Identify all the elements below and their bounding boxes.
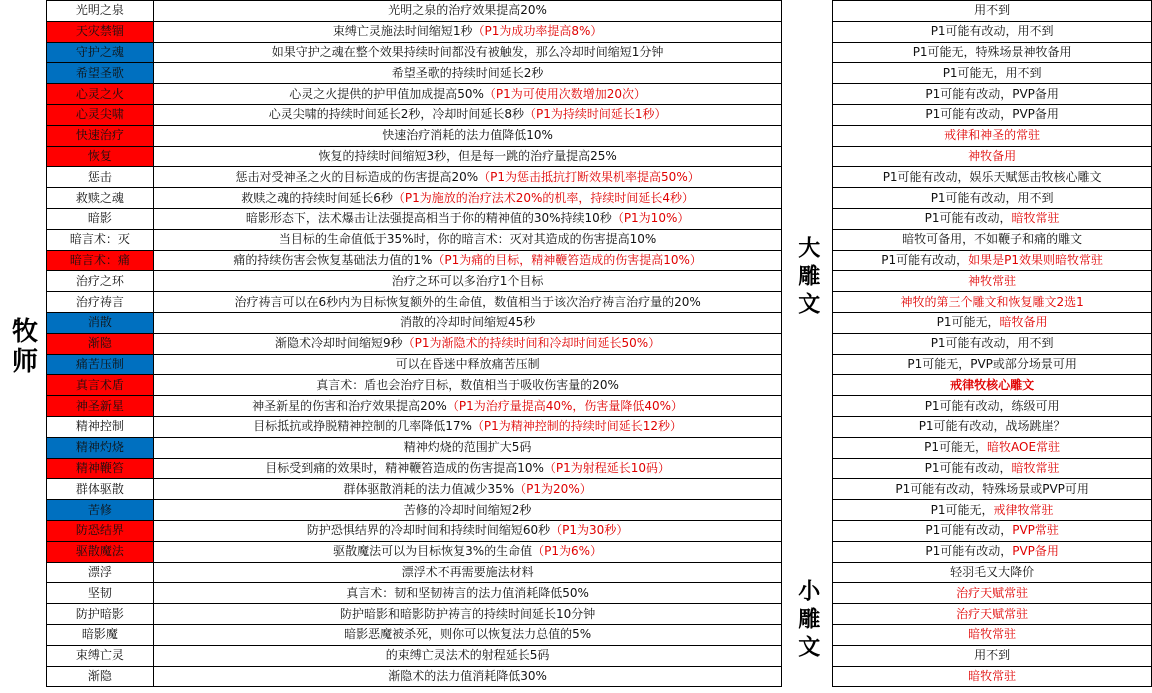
p1-note: （P1为施放的治疗法术20%的机率，持续时间延长4秒） bbox=[392, 190, 695, 205]
glyph-name: 暗影 bbox=[47, 208, 154, 229]
usage-note bbox=[833, 520, 1152, 541]
note-text: P1可能有改动，用不到 bbox=[930, 24, 1054, 39]
glyph-description bbox=[153, 396, 782, 417]
note-text: P1可能有改动， bbox=[881, 252, 969, 267]
glyph-name: 神圣新星 bbox=[47, 396, 154, 417]
glyph-name: 苦修 bbox=[47, 500, 154, 521]
note-text: 暗牧可备用，不如鞭子和痛的雕文 bbox=[902, 232, 1083, 247]
description-text: 痛的持续伤害会恢复基础法力值的1% bbox=[233, 252, 433, 267]
note-highlight: PVP常驻 bbox=[1012, 523, 1059, 538]
class-column bbox=[0, 0, 46, 693]
note-text: P1可能有改动，PVP备用 bbox=[925, 107, 1059, 122]
p1-note: （P1为射程延长10码） bbox=[543, 460, 671, 475]
glyph-description bbox=[153, 125, 782, 146]
glyph-description bbox=[153, 208, 782, 229]
table-row bbox=[47, 188, 1152, 209]
glyph-name: 渐隐 bbox=[47, 333, 154, 354]
p1-note: （P1为30秒） bbox=[550, 523, 629, 538]
usage-note bbox=[833, 416, 1152, 437]
usage-note bbox=[833, 645, 1152, 666]
note-highlight: 神牧的第三个雕文和恢复雕文2选1 bbox=[900, 294, 1084, 309]
glyph-name: 救赎之魂 bbox=[47, 188, 154, 209]
usage-note bbox=[833, 666, 1152, 687]
note-text: P1可能有改动， bbox=[924, 460, 1012, 475]
table-row bbox=[47, 479, 1152, 500]
description-text: 消散的冷却时间缩短45秒 bbox=[399, 315, 536, 330]
usage-note bbox=[833, 333, 1152, 354]
description-text: 心灵尖啸的持续时间延长2秒，冷却时间延长8秒 bbox=[268, 107, 524, 122]
usage-note bbox=[833, 84, 1152, 105]
table-row bbox=[47, 666, 1152, 687]
usage-note bbox=[833, 624, 1152, 645]
glyph-description bbox=[153, 21, 782, 42]
usage-note bbox=[833, 63, 1152, 84]
description-text: 真言术：盾也会治疗目标，数值相当于吸收伤害量的20% bbox=[316, 377, 619, 392]
note-highlight: 戒律和神圣的常驻 bbox=[944, 128, 1041, 143]
usage-note bbox=[833, 458, 1152, 479]
description-text: 群体驱散消耗的法力值减少35% bbox=[343, 481, 515, 496]
description-text: 神圣新星的伤害和治疗效果提高20% bbox=[252, 398, 447, 413]
category-major bbox=[782, 1, 833, 563]
glyph-description bbox=[153, 520, 782, 541]
p1-note: （P1为可使用次数增加20次） bbox=[483, 86, 647, 101]
table-row bbox=[47, 292, 1152, 313]
category-label: 小雕文 bbox=[794, 579, 820, 664]
table-row bbox=[47, 250, 1152, 271]
description-text: 渐隐术的法力值消耗降低30% bbox=[388, 668, 547, 683]
description-text: 惩击对受神圣之火的目标造成的伤害提高20% bbox=[235, 169, 479, 184]
table-row bbox=[47, 645, 1152, 666]
glyph-table bbox=[46, 0, 1152, 687]
note-text: P1可能有改动，用不到 bbox=[930, 190, 1054, 205]
description-text: 可以在昏迷中释放痛苦压制 bbox=[395, 356, 540, 371]
glyph-name: 治疗祷言 bbox=[47, 292, 154, 313]
note-highlight: 戒律牧常驻 bbox=[993, 502, 1054, 517]
glyph-name: 痛苦压制 bbox=[47, 354, 154, 375]
glyph-name: 光明之泉 bbox=[47, 1, 154, 22]
usage-note bbox=[833, 583, 1152, 604]
glyph-name: 防恐结界 bbox=[47, 520, 154, 541]
table-row bbox=[47, 604, 1152, 625]
description-text: 救赎之魂的持续时间延长6秒 bbox=[241, 190, 393, 205]
description-text: 当目标的生命值低于35%时，你的暗言术：灭对其造成的伤害提高10% bbox=[278, 232, 657, 247]
description-text: 目标抵抗或挣脱精神控制的几率降低17% bbox=[253, 419, 472, 434]
usage-note bbox=[833, 271, 1152, 292]
glyph-description bbox=[153, 624, 782, 645]
table-row bbox=[47, 624, 1152, 645]
glyph-description bbox=[153, 604, 782, 625]
description-text: 精神灼烧的范围扩大5码 bbox=[403, 440, 532, 455]
usage-note bbox=[833, 562, 1152, 583]
note-highlight: 如果是P1效果则暗牧常驻 bbox=[968, 252, 1103, 267]
glyph-description bbox=[153, 84, 782, 105]
usage-note bbox=[833, 312, 1152, 333]
glyph-description bbox=[153, 583, 782, 604]
glyph-description bbox=[153, 167, 782, 188]
description-text: 希望圣歌的持续时间延长2秒 bbox=[391, 65, 544, 80]
usage-note bbox=[833, 167, 1152, 188]
glyph-description bbox=[153, 541, 782, 562]
note-highlight: 神牧备用 bbox=[968, 148, 1017, 163]
table-row bbox=[47, 520, 1152, 541]
usage-note bbox=[833, 208, 1152, 229]
description-text: 暗影恶魔被杀死，则你可以恢复法力总值的5% bbox=[344, 627, 592, 642]
note-highlight: 暗牧常驻 bbox=[1011, 460, 1060, 475]
description-text: 束缚亡灵施法时间缩短1秒 bbox=[332, 24, 473, 39]
description-text: 目标受到痛的效果时，精神鞭笞造成的伤害提高10% bbox=[265, 460, 544, 475]
table-row bbox=[47, 396, 1152, 417]
description-text: 苦修的冷却时间缩短2秒 bbox=[403, 502, 532, 517]
glyph-name: 漂浮 bbox=[47, 562, 154, 583]
glyph-name: 暗影魔 bbox=[47, 624, 154, 645]
usage-note bbox=[833, 125, 1152, 146]
p1-note: （P1为痛的目标，精神鞭笞造成的伤害提高10%） bbox=[432, 252, 702, 267]
description-text: 渐隐术冷却时间缩短9秒 bbox=[275, 336, 403, 351]
table-row bbox=[47, 354, 1152, 375]
note-text: P1可能有改动，PVP备用 bbox=[925, 86, 1059, 101]
table-row bbox=[47, 21, 1152, 42]
glyph-description bbox=[153, 458, 782, 479]
description-text: 如果守护之魂在整个效果持续时间都没有被触发，那么冷却时间缩短1分钟 bbox=[271, 44, 664, 59]
table-row bbox=[47, 562, 1152, 583]
note-text: P1可能无，PVP或部分场景可用 bbox=[907, 356, 1077, 371]
table-row bbox=[47, 437, 1152, 458]
glyph-name: 希望圣歌 bbox=[47, 63, 154, 84]
glyph-name: 天灾禁锢 bbox=[47, 21, 154, 42]
glyph-description bbox=[153, 500, 782, 521]
p1-note: （P1为治疗量提高40%，伤害量降低40%） bbox=[446, 398, 684, 413]
table-row bbox=[47, 583, 1152, 604]
category-minor bbox=[782, 562, 833, 687]
glyph-name: 恢复 bbox=[47, 146, 154, 167]
usage-note bbox=[833, 250, 1152, 271]
note-text: P1可能有改动， bbox=[925, 523, 1013, 538]
note-highlight: 暗牧备用 bbox=[999, 315, 1048, 330]
usage-note bbox=[833, 146, 1152, 167]
description-text: 防护暗影和暗影防护祷言的持续时间延长10分钟 bbox=[339, 606, 596, 621]
table-row bbox=[47, 500, 1152, 521]
description-text: 光明之泉的治疗效果提高20% bbox=[388, 3, 547, 18]
p1-note: （P1为精神控制的持续时间延长12秒） bbox=[471, 419, 683, 434]
note-text: P1可能无， bbox=[924, 440, 988, 455]
description-text: 防护恐惧结界的冷却时间和持续时间缩短60秒 bbox=[306, 523, 551, 538]
note-text: P1可能有改动， bbox=[924, 211, 1012, 226]
glyph-description bbox=[153, 250, 782, 271]
usage-note bbox=[833, 500, 1152, 521]
glyph-name: 精神灼烧 bbox=[47, 437, 154, 458]
table-row bbox=[47, 125, 1152, 146]
table-row bbox=[47, 333, 1152, 354]
glyph-description bbox=[153, 479, 782, 500]
usage-note bbox=[833, 375, 1152, 396]
note-highlight: 戒律牧核心雕文 bbox=[950, 377, 1035, 392]
usage-note bbox=[833, 354, 1152, 375]
glyph-name: 防护暗影 bbox=[47, 604, 154, 625]
p1-note: （P1为10%） bbox=[611, 211, 690, 226]
table-row bbox=[47, 458, 1152, 479]
table-row bbox=[47, 208, 1152, 229]
note-text: 轻羽毛又大降价 bbox=[950, 564, 1035, 579]
note-highlight: 治疗天赋常驻 bbox=[956, 606, 1029, 621]
glyph-description bbox=[153, 416, 782, 437]
glyph-name: 精神控制 bbox=[47, 416, 154, 437]
table-row bbox=[47, 84, 1152, 105]
note-highlight: 暗牧常驻 bbox=[1011, 211, 1060, 226]
table-row bbox=[47, 271, 1152, 292]
note-text: P1可能无， bbox=[930, 502, 994, 517]
table-row bbox=[47, 146, 1152, 167]
glyph-name: 群体驱散 bbox=[47, 479, 154, 500]
note-text: 用不到 bbox=[974, 648, 1011, 663]
table-row bbox=[47, 229, 1152, 250]
usage-note bbox=[833, 21, 1152, 42]
glyph-name: 守护之魂 bbox=[47, 42, 154, 63]
table-row bbox=[47, 375, 1152, 396]
glyph-name: 坚韧 bbox=[47, 583, 154, 604]
description-text: 心灵之火提供的护甲值加成提高50% bbox=[289, 86, 484, 101]
class-label: 牧师 bbox=[7, 316, 38, 377]
glyph-name: 束缚亡灵 bbox=[47, 645, 154, 666]
note-text: P1可能有改动， bbox=[925, 544, 1013, 559]
note-highlight: 暗牧常驻 bbox=[968, 668, 1017, 683]
glyph-description bbox=[153, 354, 782, 375]
table-row bbox=[47, 167, 1152, 188]
glyph-name: 心灵之火 bbox=[47, 84, 154, 105]
table-row bbox=[47, 541, 1152, 562]
glyph-description bbox=[153, 42, 782, 63]
glyph-name: 精神鞭笞 bbox=[47, 458, 154, 479]
table-row bbox=[47, 1, 1152, 22]
usage-note bbox=[833, 229, 1152, 250]
usage-note bbox=[833, 1, 1152, 22]
glyph-description bbox=[153, 437, 782, 458]
glyph-name: 心灵尖啸 bbox=[47, 104, 154, 125]
glyph-description bbox=[153, 312, 782, 333]
usage-note bbox=[833, 604, 1152, 625]
usage-note bbox=[833, 104, 1152, 125]
table-row bbox=[47, 416, 1152, 437]
glyph-description bbox=[153, 333, 782, 354]
glyph-description bbox=[153, 666, 782, 687]
p1-note: （P1为渐隐术的持续时间和冷却时间延长50%） bbox=[402, 336, 661, 351]
usage-note bbox=[833, 479, 1152, 500]
usage-note bbox=[833, 437, 1152, 458]
table-row bbox=[47, 63, 1152, 84]
description-text: 治疗之环可以多治疗1个目标 bbox=[391, 273, 544, 288]
usage-note bbox=[833, 188, 1152, 209]
glyph-name: 暗言术：痛 bbox=[47, 250, 154, 271]
note-text: P1可能有改动，战场跳崖？ bbox=[918, 419, 1066, 434]
note-highlight: 暗牧AOE常驻 bbox=[987, 440, 1061, 455]
p1-note: （P1为成功率提高8%） bbox=[472, 24, 603, 39]
glyph-name: 消散 bbox=[47, 312, 154, 333]
p1-note: （P1为6%） bbox=[532, 544, 603, 559]
description-text: 恢复的持续时间缩短3秒，但是每一跳的治疗量提高25% bbox=[318, 148, 617, 163]
glyph-description bbox=[153, 63, 782, 84]
note-text: P1可能无，用不到 bbox=[942, 65, 1042, 80]
description-text: 驱散魔法可以为目标恢复3%的生命值 bbox=[333, 544, 533, 559]
glyph-name: 驱散魔法 bbox=[47, 541, 154, 562]
note-highlight: 神牧常驻 bbox=[968, 273, 1017, 288]
glyph-name: 治疗之环 bbox=[47, 271, 154, 292]
glyph-description bbox=[153, 375, 782, 396]
category-label: 大雕文 bbox=[794, 236, 820, 321]
table-row bbox=[47, 104, 1152, 125]
glyph-description bbox=[153, 229, 782, 250]
glyph-name: 渐隐 bbox=[47, 666, 154, 687]
glyph-description bbox=[153, 188, 782, 209]
description-text: 暗影形态下，法术爆击让法强提高相当于你的精神值的30%持续10秒 bbox=[245, 211, 612, 226]
description-text: 真言术：韧和坚韧祷言的法力值消耗降低50% bbox=[346, 585, 589, 600]
note-text: P1可能有改动，用不到 bbox=[930, 336, 1054, 351]
glyph-name: 暗言术：灭 bbox=[47, 229, 154, 250]
glyph-description bbox=[153, 562, 782, 583]
usage-note bbox=[833, 541, 1152, 562]
glyph-name: 真言术盾 bbox=[47, 375, 154, 396]
note-text: 用不到 bbox=[974, 3, 1011, 18]
p1-note: （P1为惩击抵抗打断效果机率提高50%） bbox=[478, 169, 700, 184]
description-text: 治疗祷言可以在6秒内为目标恢复额外的生命值，数值相当于该次治疗祷言治疗量的20% bbox=[234, 294, 701, 309]
glyph-name: 快速治疗 bbox=[47, 125, 154, 146]
glyph-description bbox=[153, 1, 782, 22]
note-text: P1可能有改动，特殊场景或PVP可用 bbox=[895, 481, 1089, 496]
description-text: 的束缚亡灵法术的射程延长5码 bbox=[385, 648, 550, 663]
note-highlight: 治疗天赋常驻 bbox=[956, 585, 1029, 600]
note-highlight: 暗牧常驻 bbox=[968, 627, 1017, 642]
table-row bbox=[47, 42, 1152, 63]
description-text: 快速治疗消耗的法力值降低10% bbox=[382, 128, 553, 143]
glyph-description bbox=[153, 292, 782, 313]
usage-note bbox=[833, 292, 1152, 313]
note-text: P1可能无，特殊场景神牧备用 bbox=[912, 44, 1072, 59]
glyph-name: 惩击 bbox=[47, 167, 154, 188]
note-highlight: PVP备用 bbox=[1012, 544, 1059, 559]
table-row bbox=[47, 312, 1152, 333]
note-text: P1可能无， bbox=[936, 315, 1000, 330]
note-text: P1可能有改动，娱乐天赋惩击牧核心雕文 bbox=[882, 169, 1102, 184]
glyph-description bbox=[153, 146, 782, 167]
glyph-description bbox=[153, 104, 782, 125]
usage-note bbox=[833, 396, 1152, 417]
p1-note: （P1为20%） bbox=[514, 481, 592, 496]
glyph-description bbox=[153, 645, 782, 666]
usage-note bbox=[833, 42, 1152, 63]
description-text: 漂浮术不再需要施法材料 bbox=[401, 564, 534, 579]
glyph-description bbox=[153, 271, 782, 292]
p1-note: （P1为持续时间延长1秒） bbox=[523, 107, 667, 122]
note-text: P1可能有改动，练级可用 bbox=[924, 398, 1060, 413]
